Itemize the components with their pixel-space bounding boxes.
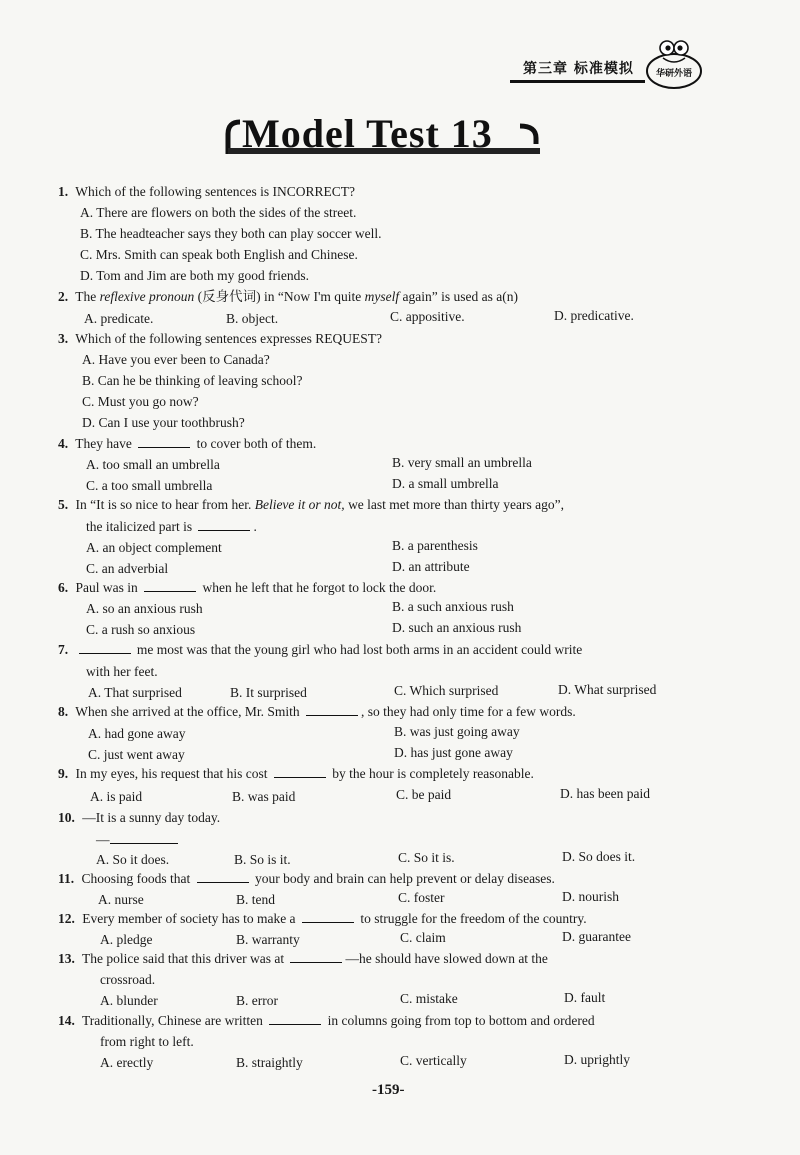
question-stem-part: again” is used as a(n)	[402, 289, 518, 304]
option-d: D. predicative.	[554, 308, 634, 323]
question-stem-part: In my eyes, his request that his cost	[75, 766, 268, 781]
option-a: A. so an anxious rush	[86, 601, 203, 616]
option-b: B. warranty	[236, 932, 300, 947]
option-c: C. Must you go now?	[82, 394, 199, 409]
question-number: 10.	[58, 810, 75, 825]
question-stem-part: to cover both of them.	[196, 436, 317, 451]
option-d: D. What surprised	[558, 682, 657, 697]
option-c: C. an adverbial	[86, 561, 169, 576]
question-stem-part: In “It is so nice to hear from her.	[75, 497, 252, 512]
question-stem-part: to struggle for the freedom of the country.	[360, 911, 587, 926]
question-number: 11.	[58, 871, 75, 886]
reply-dash: —	[96, 832, 110, 847]
answer-blank	[138, 435, 190, 448]
question-stem-part: your body and brain can help prevent or delay diseases.	[255, 871, 555, 886]
answer-blank	[302, 910, 354, 923]
question-stem-part: Traditionally, Chinese are written	[82, 1013, 263, 1028]
question-stem: Which of the following sentences expresses REQUEST?	[75, 331, 382, 346]
option-a: A. an object complement	[86, 540, 222, 555]
option-b: B. It surprised	[230, 685, 307, 700]
answer-blank	[290, 950, 342, 963]
option-a: A. pledge	[100, 932, 153, 947]
option-a: A. That surprised	[88, 685, 182, 700]
question-number: 2.	[58, 289, 69, 304]
question-number: 14.	[58, 1013, 75, 1028]
question-stem-line2: crossroad.	[100, 972, 156, 987]
question-stem-line2: with her feet.	[86, 664, 158, 679]
option-c: C. foster	[398, 890, 445, 905]
option-d: D. Can I use your toothbrush?	[82, 415, 245, 430]
option-b: B. object.	[226, 311, 279, 326]
question-3	[58, 329, 728, 349]
option-b: B. tend	[236, 892, 275, 907]
question-stem: —It is a sunny day today.	[82, 810, 221, 825]
option-a: A. nurse	[98, 892, 144, 907]
question-number: 4.	[58, 436, 69, 451]
option-d: D. uprightly	[564, 1052, 630, 1067]
option-a: A. had gone away	[88, 726, 186, 741]
option-b: B. The headteacher says they both can play soccer well.	[80, 226, 382, 241]
option-d: D. guarantee	[562, 929, 631, 944]
option-c: C. Which surprised	[394, 683, 499, 698]
question-number: 7.	[58, 642, 69, 657]
question-stem-italic: reflexive pronoun	[99, 289, 195, 304]
answer-blank	[110, 831, 178, 844]
chapter-label: 第三章 标准模拟	[523, 61, 634, 77]
answer-blank	[79, 641, 131, 654]
question-number: 12.	[58, 911, 75, 926]
option-c: C. claim	[400, 930, 446, 945]
option-c: C. So it is.	[398, 850, 455, 865]
option-a: A. too small an umbrella	[86, 457, 220, 472]
question-9	[58, 764, 728, 784]
page-number: -159-	[372, 1082, 405, 1098]
question-5-line2	[86, 517, 257, 537]
question-stem-part: The police said that this driver was at	[82, 951, 285, 966]
question-11	[58, 869, 728, 889]
question-stem-part: , so they had only time for a few words.	[360, 704, 576, 719]
option-b: B. So is it.	[234, 852, 291, 867]
question-stem-part: They have	[75, 436, 132, 451]
question-stem-part: Every member of society has to make a	[82, 911, 296, 926]
answer-blank	[198, 518, 250, 531]
question-number: 13.	[58, 951, 75, 966]
option-b: B. straightly	[236, 1055, 303, 1070]
option-a: A. predicate.	[84, 311, 154, 326]
question-stem-line2: from right to left.	[100, 1034, 194, 1049]
question-stem-part: by the hour is completely reasonable.	[332, 766, 534, 781]
question-14	[58, 1011, 728, 1031]
question-stem-part: (反身代词) in “Now I'm quite	[197, 289, 362, 304]
option-c: C. be paid	[396, 787, 452, 802]
answer-blank	[269, 1012, 321, 1025]
question-number: 6.	[58, 580, 69, 595]
question-1	[58, 182, 728, 202]
option-b: B. error	[236, 993, 278, 1008]
option-a: A. is paid	[90, 789, 143, 804]
question-stem-part: Choosing foods that	[81, 871, 191, 886]
option-b: B. a parenthesis	[392, 538, 478, 553]
option-d: D. a small umbrella	[392, 476, 499, 491]
option-a: A. blunder	[100, 993, 158, 1008]
question-stem: Which of the following sentences is INCORRECT?	[75, 184, 355, 199]
question-5	[58, 495, 728, 515]
chapter-header	[505, 36, 705, 92]
frog-logo-icon	[645, 36, 703, 90]
option-a: A. Have you ever been to Canada?	[82, 352, 270, 367]
question-number: 9.	[58, 766, 69, 781]
question-stem-part: we last met more than thirty years ago”,	[348, 497, 564, 512]
question-7	[58, 640, 728, 660]
option-c: C. vertically	[400, 1053, 467, 1068]
question-stem-part: —he should have slowed down at the	[345, 951, 548, 966]
logo-text: 华研外语	[655, 69, 692, 79]
title-text: Model Test 13	[242, 111, 493, 156]
question-stem-part: Paul was in	[75, 580, 138, 595]
option-d: D. nourish	[562, 889, 619, 904]
question-number: 5.	[58, 497, 69, 512]
reply-line	[96, 830, 181, 850]
question-stem-italic: Believe it or not,	[254, 497, 345, 512]
period: .	[253, 519, 257, 534]
option-c: C. a rush so anxious	[86, 622, 196, 637]
question-8	[58, 702, 728, 722]
option-b: B. Can he be thinking of leaving school?	[82, 373, 303, 388]
question-stem-part: me most was that the young girl who had lost both arms in an accident could write	[136, 642, 583, 657]
question-stem-italic: myself	[364, 289, 400, 304]
question-number: 3.	[58, 331, 69, 346]
option-d: D. has just gone away	[394, 745, 513, 760]
option-c: C. a too small umbrella	[86, 478, 213, 493]
publisher-logo	[645, 36, 703, 90]
header-rule	[510, 80, 645, 83]
question-10	[58, 808, 728, 828]
question-4	[58, 434, 728, 454]
answer-blank	[197, 870, 249, 883]
option-b: B. a such anxious rush	[392, 599, 514, 614]
option-d: D. an attribute	[392, 559, 470, 574]
option-d: D. has been paid	[560, 786, 650, 801]
option-a: A. erectly	[100, 1055, 154, 1070]
answer-blank	[144, 579, 196, 592]
option-d: D. such an anxious rush	[392, 620, 522, 635]
question-2	[58, 287, 728, 307]
question-stem-part: when he left that he forgot to lock the door.	[202, 580, 437, 595]
question-12	[58, 909, 728, 929]
question-stem-part: The	[75, 289, 97, 304]
option-b: B. was just going away	[394, 724, 520, 739]
option-c: C. just went away	[88, 747, 185, 762]
question-stem-part: the italicized part is	[86, 519, 193, 534]
answer-blank	[274, 765, 326, 778]
option-b: B. very small an umbrella	[392, 455, 532, 470]
option-c: C. mistake	[400, 991, 458, 1006]
answer-blank	[306, 703, 358, 716]
option-a: A. So it does.	[96, 852, 170, 867]
question-stem-part: in columns going from top to bottom and ordered	[327, 1013, 595, 1028]
question-stem-part: When she arrived at the office, Mr. Smith	[75, 704, 300, 719]
page-title	[220, 108, 550, 174]
option-d: D. So does it.	[562, 849, 636, 864]
option-b: B. was paid	[232, 789, 296, 804]
option-a: A. There are flowers on both the sides of the street.	[80, 205, 357, 220]
option-d: D. Tom and Jim are both my good friends.	[80, 268, 310, 283]
question-number: 8.	[58, 704, 69, 719]
question-number: 1.	[58, 184, 69, 199]
option-d: D. fault	[564, 990, 606, 1005]
question-6	[58, 578, 728, 598]
option-c: C. appositive.	[390, 309, 465, 324]
option-c: C. Mrs. Smith can speak both English and Chinese.	[80, 247, 358, 262]
question-13	[58, 949, 728, 969]
